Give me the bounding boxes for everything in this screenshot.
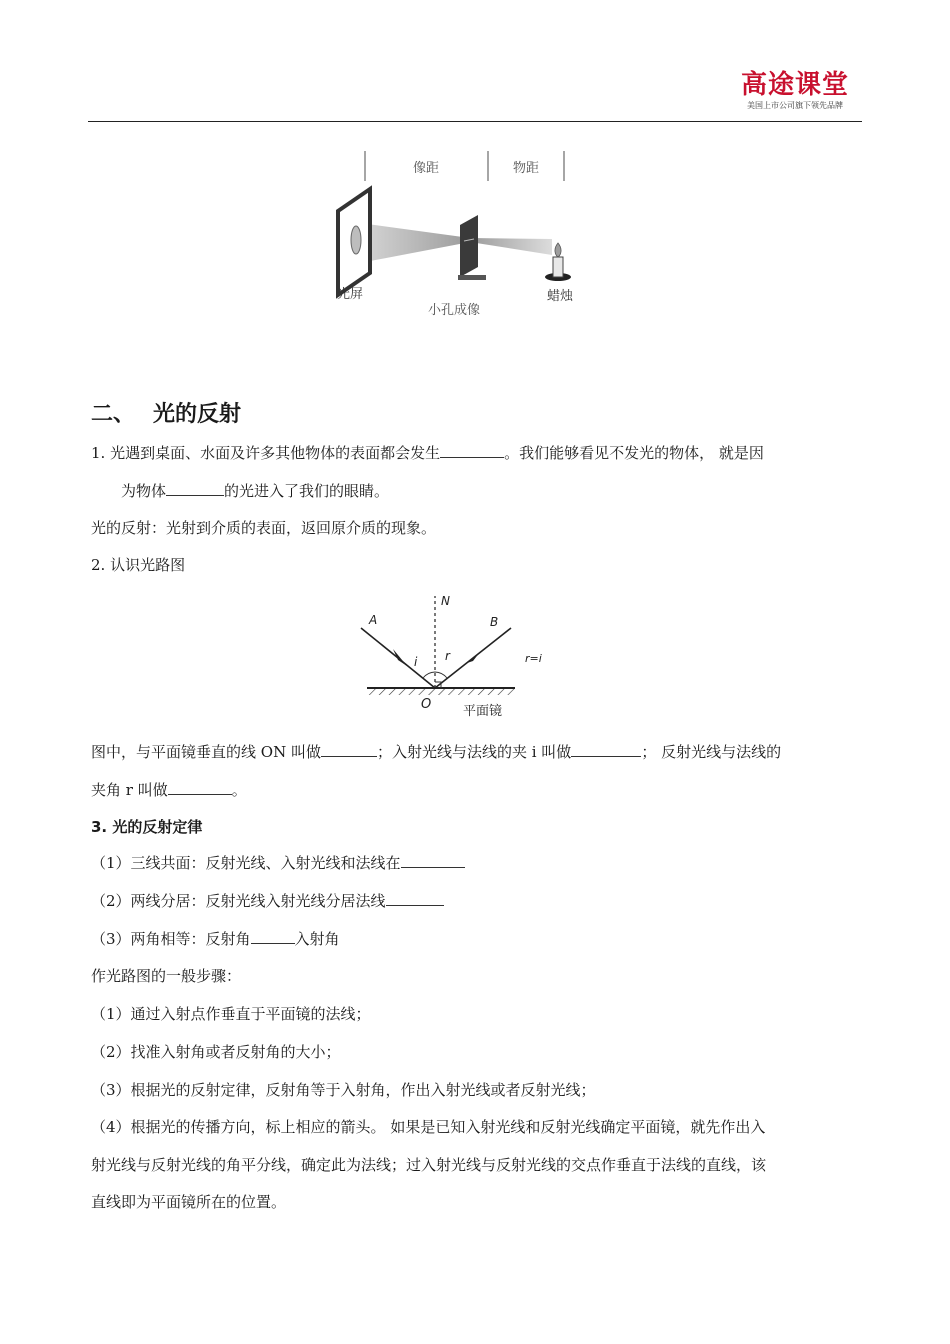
header-divider (88, 121, 862, 122)
figure-text: 。 (231, 781, 247, 799)
reflection-diagram (355, 590, 565, 720)
law-2 (91, 891, 444, 911)
image-distance-label: 像距 (412, 161, 440, 176)
label-A: A (369, 613, 378, 627)
board-stand (458, 275, 486, 280)
law-text: （3）两角相等：反射角 (91, 930, 251, 948)
figure-caption: 小孔成像 (427, 303, 481, 318)
item1-text: 。我们能够看见不发光的物体， 就是因 (504, 444, 764, 462)
step-1: （1）通过入射点作垂直于平面镜的法线； (91, 1005, 371, 1023)
item2-heading: 2. 认识光路图 (91, 556, 186, 574)
brand-logo (730, 70, 860, 112)
step-3: （3）根据光的反射定律，反射角等于入射角，作出入射光线或者反射光线； (91, 1081, 596, 1099)
step-4-line2: 射光线与反射光线的角平分线，确定此为法线；过入射光线与反射光线的交点作垂直于法线的直线，该 (91, 1156, 767, 1174)
section-heading: 光的反射 (153, 402, 242, 427)
fill-blank[interactable] (321, 742, 377, 757)
fill-blank[interactable] (166, 481, 224, 496)
item1-line1 (91, 443, 764, 463)
law-3 (91, 929, 340, 949)
step-4-line3: 直线即为平面镜所在的位置。 (91, 1193, 287, 1211)
label-i: i (414, 655, 418, 669)
figure-text: 图中，与平面镜垂直的线 ON 叫做 (91, 743, 321, 761)
step-4-line1: （4）根据光的传播方向，标上相应的箭头。 如果是已知入射光线和反射光线确定平面镜，就先作出入 (91, 1118, 766, 1136)
law-text: （1）三线共面：反射光线、入射光线和法线在 (91, 854, 401, 872)
reflection-definition: 光的反射：光射到介质的表面，返回原介质的现象。 (91, 519, 437, 537)
label-O: O (421, 697, 432, 712)
angle-i-arc (423, 672, 435, 678)
inverted-image (351, 226, 361, 254)
step-2: （2）找准入射角或者反射角的大小； (91, 1043, 341, 1061)
steps-heading: 作光路图的一般步骤： (91, 967, 242, 985)
fill-blank[interactable] (386, 891, 444, 906)
item1-text: 1. 光遇到桌面、水面及许多其他物体的表面都会发生 (91, 444, 441, 462)
law-text: （2）两线分居：反射光线入射光线分居法线 (91, 892, 386, 910)
fill-blank[interactable] (401, 853, 465, 868)
label-plane-mirror: 平面镜 (463, 704, 503, 719)
logo-subtitle: 美国上市公司旗下领先品牌 (747, 101, 843, 110)
figure-text: ； 反射光线与法线的 (641, 743, 782, 761)
item1-line2 (121, 481, 389, 501)
candle-flame (555, 243, 561, 257)
figure-text: 夹角 r 叫做 (91, 781, 168, 799)
fill-blank[interactable] (251, 929, 295, 944)
fill-blank[interactable] (168, 780, 232, 795)
pinhole-board (460, 215, 478, 277)
item1-text: 的光进入了我们的眼睛。 (224, 482, 390, 500)
pinhole-imaging-figure (320, 145, 590, 325)
figure-text: ；入射光线与法线的夹 i 叫做 (376, 743, 572, 761)
screen-label: 光屏 (336, 287, 364, 302)
fill-blank[interactable] (571, 742, 641, 757)
light-cone-object-side (470, 238, 552, 255)
section-number: 二、 (91, 402, 136, 427)
label-N: N (441, 594, 450, 608)
figure-text-line2 (91, 780, 247, 800)
label-r: r (445, 649, 450, 663)
section-title (91, 397, 241, 428)
object-distance-label: 物距 (512, 161, 540, 176)
law-1 (91, 853, 465, 873)
label-B: B (490, 615, 499, 629)
item1-text: 为物体 (121, 482, 167, 500)
candle-body (553, 257, 563, 277)
item3-heading: 3. 光的反射定律 (91, 818, 203, 836)
candle-label: 蜡烛 (546, 289, 574, 304)
law-text: 入射角 (294, 930, 340, 948)
label-r-equals-i: r=i (525, 652, 542, 665)
angle-r-arc (435, 672, 447, 678)
fill-blank[interactable] (440, 443, 504, 458)
figure-text-line1 (91, 742, 781, 762)
mirror-hatching (367, 689, 515, 695)
incident-arrow (393, 649, 407, 666)
logo-title: 高途课堂 (740, 70, 849, 100)
light-cone-image-side (360, 223, 470, 263)
